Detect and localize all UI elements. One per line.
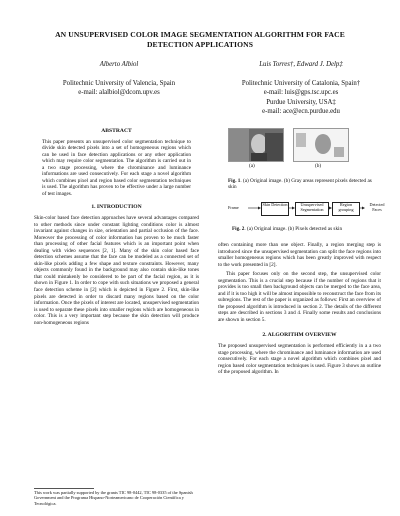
author-name-2: Luis Torres†, Edward J. Delp‡ <box>259 61 343 68</box>
figure-1a-label: (a) <box>249 163 255 169</box>
footnote: This work was partially supported by the grants TIC 98-0442, TIC 98-0335 of the Spanish Government and the Programa Hispano-Norteamericano de Cooperación Científica y Tecnológica. <box>34 490 193 506</box>
introduction-heading: 1. INTRODUCTION <box>91 204 142 211</box>
figure-1-caption-text: . (a) Original image. (b) Gray areas represent pixels detected as skin <box>228 178 372 191</box>
author-email-1: e-mail: alalbiol@dcom.upv.es <box>78 89 160 97</box>
left-column <box>34 128 199 326</box>
figure-2-caption-text: . (a) Original image. (b) Pixels detected as skin <box>244 226 343 232</box>
paper-title <box>0 30 400 50</box>
author-email-3: e-mail: ace@ecn.purdue.edu <box>262 108 340 116</box>
figure-1b-image <box>293 128 349 162</box>
author-affiliation-3: Purdue University, USA‡ <box>266 98 336 106</box>
introduction-paragraph: Skin-color based face detection approaches have several advantages compared to other methods since under constant lighting conditions color is almost invariant against changes in size, orientation and partial occlusion of the face. Moreover the processing of color information has proven to be much faster than processing of other facial features which is an important point when dealing with video sequences [2, 1]. Many of the skin color based face detection schemes assume that the face can be modeled as a connected set of skin-like pixels adding a few shape and texture constraints. However, many objects commonly found in the background may also contain skin-like tones that could mistakenly be considered to be part of the facial region, as it is shown in Figure 1. In order to cope with such situations we proposed a general face detection scheme in [2] which is depicted in Figure 2. First, skin-like pixels are detected in order to discard many regions based on the color information. Once the pixels of interest are located, unsupervised segmentation is used to separate these pixels into smaller regions which are homogeneous in color. This is a very important step because the skin detection will produce non-homogeneous regions <box>34 215 199 326</box>
author-affiliation-2: Politechnic University of Catalonia, Spain† <box>241 79 361 87</box>
right-paragraph-1: often containing more than one object. Finally, a region merging step is introduced since the unsupervised segmentation can split the face regions into smaller homogeneous regions which has been greatly improved with respect to the work presented in [2]. <box>218 242 381 268</box>
right-paragraph-3: The proposed unsupervised segmentation is performed efficiently in a a two stage processing, where the chrominance and luminance information are used consecutively. For each stage a novel algorithm which combines pixel and region based color segmentation techniques is used. Figure 3 shows an outline of the proposed algorithm. In <box>218 343 381 376</box>
author-block-2 <box>206 60 396 117</box>
flow-unsupervised-segmentation-box: Unsupervised Segmentation <box>295 202 329 216</box>
author-name-1: Alberto Albiol <box>99 61 139 68</box>
figure-1a-photo <box>229 129 283 161</box>
figure-1b-label: (b) <box>315 163 322 169</box>
author-block-1 <box>24 60 214 98</box>
figure-1-caption <box>228 178 378 191</box>
title-line-1: AN UNSUPERVISED COLOR IMAGE SEGMENTATION ALGORITHM FOR FACE <box>55 30 345 39</box>
figure-1b-skin-mask <box>294 129 348 161</box>
flow-frame-label: Frame <box>228 205 239 210</box>
author-email-2: e-mail: luis@gps.tsc.upc.es <box>263 89 339 97</box>
abstract-heading: ABSTRACT <box>101 128 132 134</box>
flow-region-grouping-box: Region grouping <box>332 202 360 216</box>
right-column <box>218 242 381 376</box>
footnote-rule <box>34 488 94 489</box>
figure-2-caption-label: Fig. 2 <box>232 226 245 232</box>
right-paragraph-2: This paper focuses only on the second step, the unsupervised color segmentation. This is a crucial step because if the number of regions that it provides is too small then background objects can be merged to the face area, and if it is too high it will be almost impossible to reconstruct the face from its subregions. The rest of the paper is organized as follows: First an overview of the proposed algorithm is introduced in section 2. The details of the different steps are described in sections 3 and 4. Finally some results and conclusions are shown in section 5. <box>218 271 381 324</box>
author-affiliation-1: Politechnic University of Valencia, Spain <box>62 79 176 87</box>
title-line-2: DETECTION APPLICATIONS <box>146 40 254 49</box>
figure-1-caption-label: Fig. 1 <box>228 178 241 184</box>
figure-1a-image <box>228 128 284 162</box>
algorithm-overview-heading: 2. ALGORITHM OVERVIEW <box>262 331 337 338</box>
flow-detected-faces-label: Detected Faces <box>369 202 385 212</box>
figure-2-caption <box>232 226 382 232</box>
abstract-text: This paper presents an unsupervised color segmentation technique to divide skin detected pixels into a set of homogeneous regions which can be used in face detection applications or any other application which may require color segmentation. The algorithm is carried out in a two stage processing, where the chrominance and luminance informations are used consecutively. For each stage a novel algorithm which combines pixel and region based color segmentation techniques is used. The algorithm has proven to be effective under a large number of test images. <box>42 138 191 197</box>
flow-skin-detection-box: Skin Detection <box>261 202 289 216</box>
